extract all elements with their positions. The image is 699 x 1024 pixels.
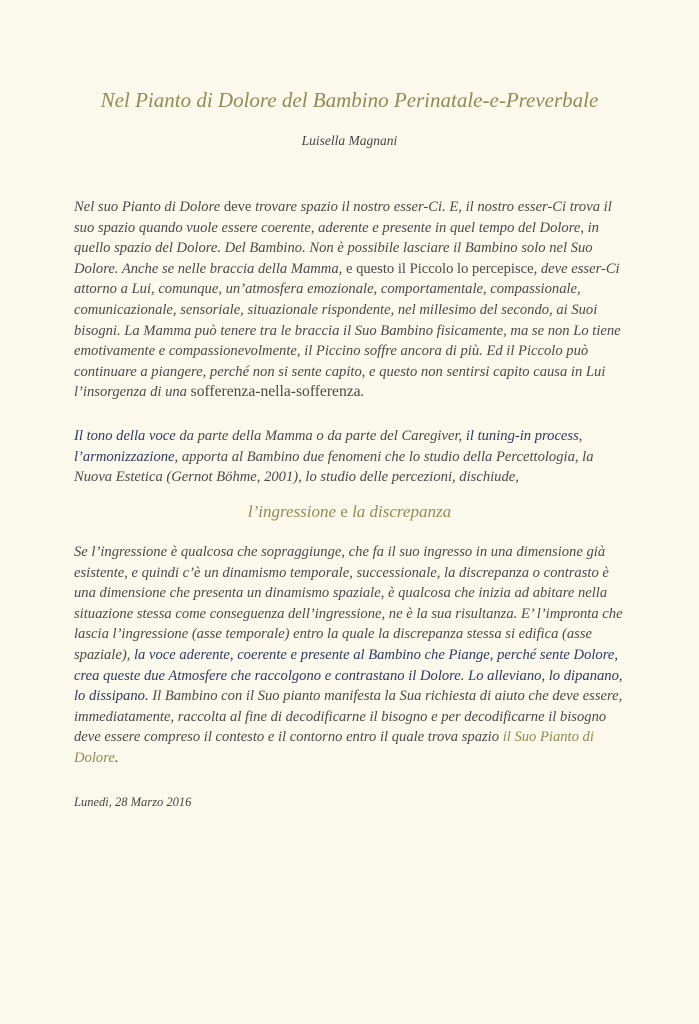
heading-discrepanza: la discrepanza (352, 502, 452, 521)
p3-voce-aderente: la voce aderente, coerente e presente al Bambino che Piange, perché sente Dolore, crea queste due Atmosfere che raccolgono e contrastano il Dolore. Lo alleviano, lo dipanano, lo dissipano. (74, 646, 623, 705)
heading-ingressione: l’ingressione (247, 502, 337, 521)
p2-tuning-in: il tuning-in process (465, 428, 579, 444)
p1-sofferenza: sofferenza-nella-sofferenza (190, 383, 361, 401)
p1-percepisce: e questo il Piccolo lo percepisce, (345, 260, 538, 277)
p3-pianto-di-dolore: il Suo Pianto di Dolore (74, 729, 594, 766)
p3-text-1: Se l’ingressione è qualcosa che sopraggiunge, che fa il suo ingresso in una dimensione già esistente, e quindi c’è un dinamismo temporale, successionale, la discrepanza o contrasto è una dimensione che presenta un dinamismo spaziale, è qualcosa che inizia ad abitare nella situazione stessa come conseguenza dell’ingressione, ne è la sua risultanza. E’ l’impronta che lascia l’ingressione (asse temporale) entro la quale la discrepanza stessa si edifica (asse spaziale), (74, 544, 623, 663)
section-heading (0, 502, 699, 522)
p1-text-4: . (360, 384, 365, 401)
heading-e: e (336, 502, 353, 521)
document-title: Nel Pianto di Dolore del Bambino Perinatale-e-Preverbale (100, 88, 599, 112)
p1-text-3: deve esser-Ci attorno a Lui, comunque, un’atmosfera emozionale, comportamentale, compassionale, comunicazionale, sensoriale, situazionale rispondente, nel millesimo del secondo, ai Suoi bisogni. La Mamma può tenere tra le braccia il Suo Bambino fisicamente, ma se non Lo tiene emotivamente e compassionevolmente, il Piccino soffre ancora di più. Ed il Piccolo può continuare a piangere, perché non si sente capito, e questo non sentirsi capito causa in Lui l’insorgenza di una (74, 260, 621, 401)
paragraph-1 (74, 197, 634, 403)
p3-text-3: . (114, 749, 119, 766)
p2-armonizzazione: l’armonizzazione (74, 448, 175, 465)
p3-text-2: Il Bambino con il Suo pianto manifesta la Sua richiesta di aiuto che deve essere, immediatamente, raccolta al fine di decodificarne il bisogno e per decodificarne il bisogno deve essere compreso il contesto e il contorno entro il quale trova spazio (74, 688, 623, 746)
p1-text-1: Nel suo Pianto di Dolore (74, 199, 224, 215)
document-date: Lunedì, 28 Marzo 2016 (74, 795, 192, 809)
p2-text-2: , (578, 428, 583, 444)
paragraph-2 (74, 426, 634, 488)
paragraph-3 (74, 542, 634, 769)
p1-deve: deve (223, 199, 252, 215)
p2-text-3: , apporta al Bambino due fenomeni che lo studio della Percettologia, la Nuova Estetica (Gernot Böhme, 2001), lo studio delle percezioni, dischiude, (74, 448, 594, 486)
p2-text-1: da parte della Mamma o da parte del Caregiver, (175, 428, 466, 444)
p1-text-2: trovare spazio il nostro esser-Ci. E, il nostro esser-Ci trova il suo spazio quando vuole essere coerente, aderente e presente in quel tempo del Dolore, in quello spazio del Dolore. Del Bambino. Non è possibile lasciare il Bambino solo nel Suo Dolore. Anche se nelle braccia della Mamma, (74, 199, 612, 277)
author-name: Luisella Magnani (301, 133, 398, 148)
p2-tono-voce: Il tono della voce (74, 428, 176, 444)
